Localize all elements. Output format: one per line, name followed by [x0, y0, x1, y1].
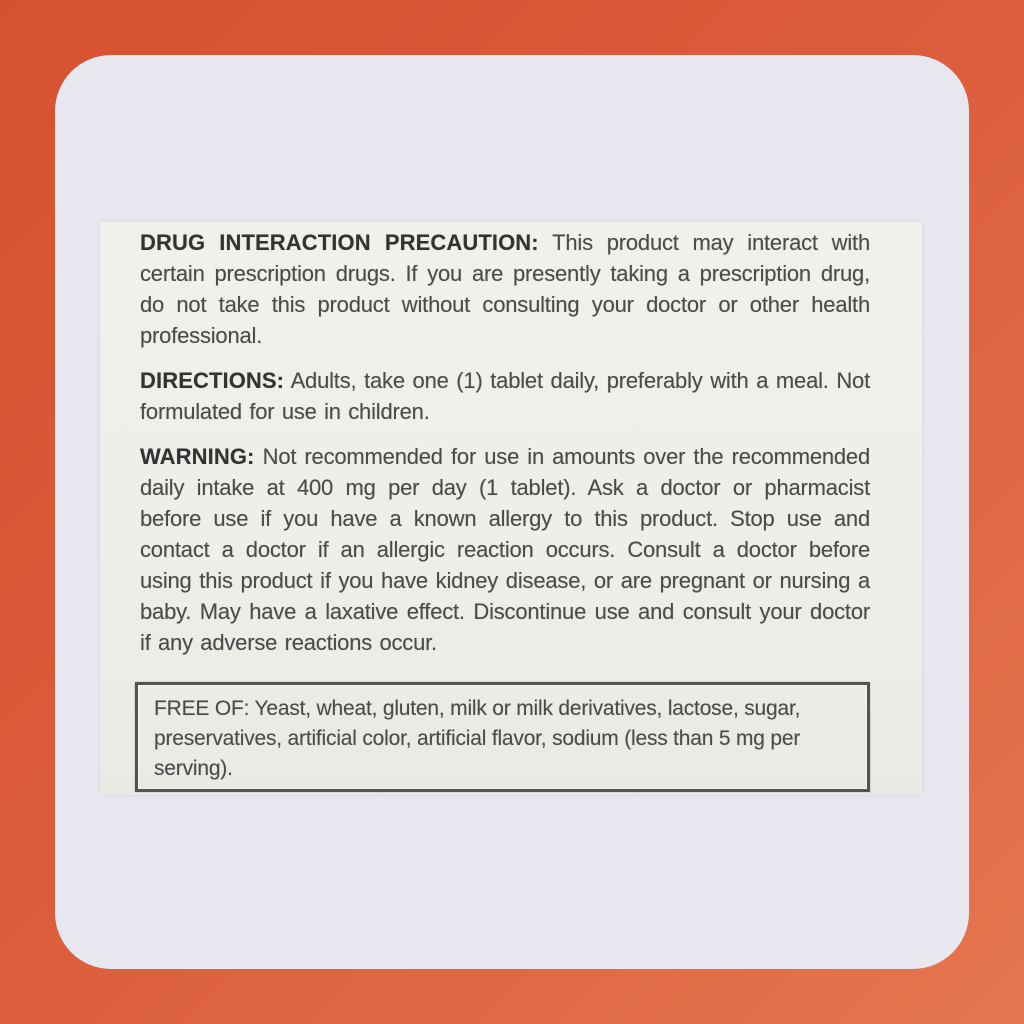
- drug-interaction-section: [140, 227, 870, 351]
- warning-heading: WARNING:: [140, 444, 255, 469]
- drug-interaction-heading: DRUG INTERACTION PRECAUTION:: [140, 230, 539, 255]
- warning-body: Not recommended for use in amounts over the recommended daily intake at 400 mg per day (1 tablet). Ask a doctor or pharmacist before use if you have a known allergy to this product. Stop use and contact a doctor if an allergic reaction occurs. Consult a doctor before using this product if you have kidney disease, or are pregnant or nursing a baby. May have a laxative effect. Discontinue use and consult your doctor if any adverse reactions occur.: [140, 444, 870, 655]
- directions-section: [140, 365, 870, 427]
- warning-section: [140, 441, 870, 658]
- drug-interaction-body: This product may interact with certain prescription drugs. If you are presently taking a prescription drug, do not take this product without consulting your doctor or other health professional.: [140, 230, 870, 348]
- free-of-body: Yeast, wheat, gluten, milk or milk derivatives, lactose, sugar, preservatives, artificial color, artificial flavor, sodium (less than 5 mg per serving).: [154, 697, 801, 780]
- product-image-card: [55, 55, 969, 969]
- directions-body: Adults, take one (1) tablet daily, preferably with a meal. Not formulated for use in children.: [140, 368, 870, 424]
- supplement-label-photo: [100, 222, 922, 795]
- free-of-box: [135, 682, 870, 792]
- directions-heading: DIRECTIONS:: [140, 368, 285, 393]
- free-of-heading: FREE OF:: [154, 697, 250, 720]
